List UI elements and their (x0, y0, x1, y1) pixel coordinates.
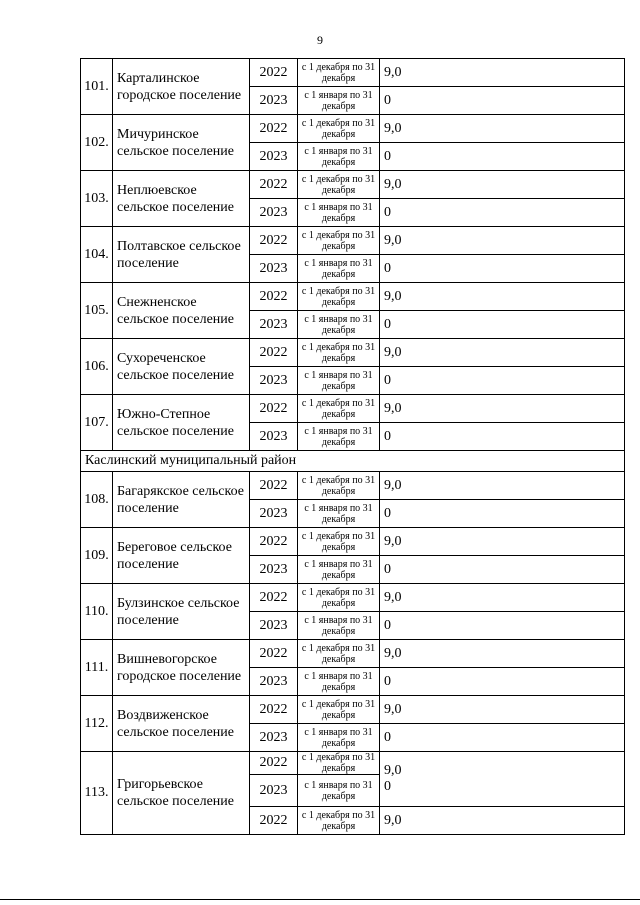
settlement-name: Багарякское сельское поселение (113, 472, 250, 528)
settlement-name: Мичуринское сельское поселение (113, 115, 250, 171)
period-cell: с 1 января по 31 декабря (298, 87, 380, 115)
period-cell: с 1 декабря по 31 декабря (298, 171, 380, 199)
period-cell: с 1 декабря по 31 декабря (298, 584, 380, 612)
year-cell: 2023 (250, 311, 298, 339)
row-number: 105. (81, 283, 113, 339)
period-cell: с 1 января по 31 декабря (298, 367, 380, 395)
period-cell: с 1 декабря по 31 декабря (298, 227, 380, 255)
year-cell: 2023 (250, 775, 298, 807)
period-cell: с 1 декабря по 31 декабря (298, 472, 380, 500)
rate-cell: 0 (380, 199, 625, 227)
rate-cell: 9,0 (380, 528, 625, 556)
period-cell: с 1 декабря по 31 декабря (298, 528, 380, 556)
period-cell: с 1 января по 31 декабря (298, 612, 380, 640)
rate-cell: 0 (380, 724, 625, 752)
rate-cell: 9,0 (380, 283, 625, 311)
year-cell: 2023 (250, 556, 298, 584)
rate-cell: 9,0 (380, 395, 625, 423)
year-cell: 2022 (250, 528, 298, 556)
period-cell: с 1 января по 31 декабря (298, 143, 380, 171)
year-cell: 2023 (250, 500, 298, 528)
table-row (81, 395, 625, 423)
rate-cell: 0 (380, 143, 625, 171)
table-row (81, 528, 625, 556)
row-number: 101. (81, 59, 113, 115)
rate-cell: 0 (380, 255, 625, 283)
table-row (81, 339, 625, 367)
table-row (81, 752, 625, 775)
year-cell: 2023 (250, 423, 298, 451)
settlement-name: Полтавское сельское поселение (113, 227, 250, 283)
settlement-name: Неплюевское сельское поселение (113, 171, 250, 227)
year-cell: 2022 (250, 171, 298, 199)
period-cell: с 1 декабря по 31 декабря (298, 696, 380, 724)
period-cell: с 1 декабря по 31 декабря (298, 59, 380, 87)
year-cell: 2023 (250, 367, 298, 395)
footer-divider (0, 899, 640, 900)
row-number: 106. (81, 339, 113, 395)
rate-cell: 9,0 (380, 171, 625, 199)
rate-cell: 9,0 0 (380, 752, 625, 807)
tax-rate-table (80, 58, 625, 835)
year-cell: 2022 (250, 807, 298, 835)
table-row (81, 115, 625, 143)
row-number: 104. (81, 227, 113, 283)
year-cell: 2023 (250, 724, 298, 752)
rate-cell: 0 (380, 612, 625, 640)
year-cell: 2023 (250, 143, 298, 171)
rate-cell: 0 (380, 668, 625, 696)
year-cell: 2022 (250, 395, 298, 423)
year-cell: 2022 (250, 696, 298, 724)
year-cell: 2022 (250, 584, 298, 612)
period-cell: с 1 декабря по 31 декабря (298, 395, 380, 423)
year-cell: 2022 (250, 115, 298, 143)
settlement-name: Южно-Степное сельское поселение (113, 395, 250, 451)
page-number: 9 (317, 33, 323, 47)
period-cell: с 1 декабря по 31 декабря (298, 339, 380, 367)
period-cell: с 1 января по 31 декабря (298, 500, 380, 528)
row-number: 111. (81, 640, 113, 696)
district-row (81, 451, 625, 472)
settlement-name: Карталинское городское поселение (113, 59, 250, 115)
row-number: 102. (81, 115, 113, 171)
rate-cell: 0 (380, 367, 625, 395)
row-number: 113. (81, 752, 113, 835)
table-row (81, 171, 625, 199)
row-number: 112. (81, 696, 113, 752)
table-body (81, 59, 625, 835)
row-number: 109. (81, 528, 113, 584)
table-row (81, 227, 625, 255)
year-cell: 2022 (250, 283, 298, 311)
year-cell: 2023 (250, 255, 298, 283)
rate-cell: 0 (380, 423, 625, 451)
period-cell: с 1 января по 31 декабря (298, 775, 380, 807)
rate-cell: 9,0 (380, 472, 625, 500)
year-cell: 2022 (250, 472, 298, 500)
table-row (81, 640, 625, 668)
rate-cell: 9,0 (380, 696, 625, 724)
period-cell: с 1 декабря по 31 декабря (298, 807, 380, 835)
district-heading: Каслинский муниципальный район (81, 451, 625, 472)
period-cell: с 1 января по 31 декабря (298, 724, 380, 752)
year-cell: 2023 (250, 87, 298, 115)
table-row (81, 283, 625, 311)
year-cell: 2022 (250, 59, 298, 87)
table-row (81, 584, 625, 612)
table-row (81, 696, 625, 724)
period-cell: с 1 декабря по 31 декабря (298, 640, 380, 668)
year-cell: 2023 (250, 612, 298, 640)
year-cell: 2022 (250, 640, 298, 668)
year-cell: 2022 (250, 227, 298, 255)
settlement-name: Григорьевское сельское поселение (113, 752, 250, 835)
period-cell: с 1 декабря по 31 декабря (298, 752, 380, 775)
period-cell: с 1 января по 31 декабря (298, 668, 380, 696)
period-cell: с 1 января по 31 декабря (298, 556, 380, 584)
rate-cell: 0 (380, 311, 625, 339)
rate-cell: 9,0 (380, 640, 625, 668)
year-cell: 2023 (250, 668, 298, 696)
rate-cell: 9,0 (380, 584, 625, 612)
settlement-name: Снежненское сельское поселение (113, 283, 250, 339)
settlement-name: Сухореченское сельское поселение (113, 339, 250, 395)
table-row (81, 472, 625, 500)
rate-cell: 0 (380, 556, 625, 584)
settlement-name: Вишневогорское городское поселение (113, 640, 250, 696)
period-cell: с 1 декабря по 31 декабря (298, 115, 380, 143)
year-cell: 2022 (250, 752, 298, 775)
period-cell: с 1 января по 31 декабря (298, 255, 380, 283)
settlement-name: Булзинское сельское поселение (113, 584, 250, 640)
rate-cell: 9,0 (380, 807, 625, 835)
rate-cell: 9,0 (380, 115, 625, 143)
settlement-name: Воздвиженское сельское поселение (113, 696, 250, 752)
period-cell: с 1 декабря по 31 декабря (298, 283, 380, 311)
year-cell: 2023 (250, 199, 298, 227)
rate-cell: 0 (380, 500, 625, 528)
row-number: 103. (81, 171, 113, 227)
year-cell: 2022 (250, 339, 298, 367)
row-number: 108. (81, 472, 113, 528)
period-cell: с 1 января по 31 декабря (298, 199, 380, 227)
row-number: 110. (81, 584, 113, 640)
period-cell: с 1 января по 31 декабря (298, 423, 380, 451)
period-cell: с 1 января по 31 декабря (298, 311, 380, 339)
rate-cell: 9,0 (380, 227, 625, 255)
settlement-name: Береговое сельское поселение (113, 528, 250, 584)
rate-cell: 0 (380, 87, 625, 115)
table-row (81, 59, 625, 87)
rate-cell: 9,0 (380, 339, 625, 367)
row-number: 107. (81, 395, 113, 451)
rate-cell: 9,0 (380, 59, 625, 87)
